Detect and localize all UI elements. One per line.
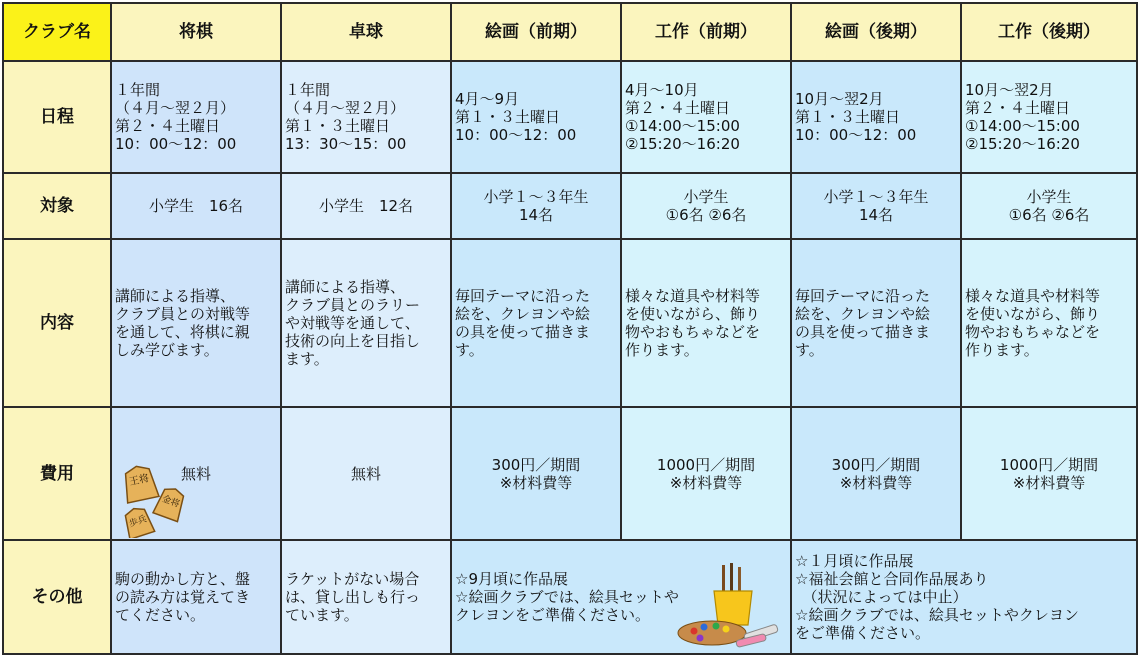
fee-tabletennis: 無料 <box>281 407 451 540</box>
other-shogi: 駒の動かし方と、盤 の読み方は覚えてき てください。 <box>111 540 281 654</box>
club-name-painting-second: 絵画（後期） <box>791 3 961 61</box>
schedule-row <box>3 61 1137 173</box>
shogi-piece-gold-text: 金将 <box>160 494 181 510</box>
fee-painting-first: 300円／期間 ※材料費等 <box>451 407 621 540</box>
target-craft-second: 小学生 ①6名 ②6名 <box>961 173 1137 239</box>
schedule-shogi: １年間 （４月～翌２月） 第２・４土曜日 10：00～12：00 <box>111 61 281 173</box>
content-painting-second: 毎回テーマに沿った 絵を、クレヨンや絵 の具を使って描きま す。 <box>791 239 961 407</box>
content-tabletennis: 講師による指導、 クラブ員とのラリー や対戦等を通して、 技術の向上を目指し ます。 <box>281 239 451 407</box>
fee-shogi <box>111 407 281 540</box>
other-row <box>3 540 1137 654</box>
content-craft-first: 様々な道具や材料等 を使いながら、飾り 物やおもちゃなどを 作ります。 <box>621 239 791 407</box>
content-craft-second: 様々な道具や材料等 を使いながら、飾り 物やおもちゃなどを 作ります。 <box>961 239 1137 407</box>
other-first-half <box>451 540 791 654</box>
target-row <box>3 173 1137 239</box>
schedule-craft-second: 10月～翌2月 第２・４土曜日 ①14:00～15:00 ②15:20～16:20 <box>961 61 1137 173</box>
target-tabletennis: 小学生 12名 <box>281 173 451 239</box>
shogi-piece-pawn-text: 歩兵 <box>127 514 149 530</box>
target-painting-second: 小学１～３年生 14名 <box>791 173 961 239</box>
target-painting-first: 小学１～３年生 14名 <box>451 173 621 239</box>
schedule-painting-first: 4月～9月 第１・３土曜日 10：00～12：00 <box>451 61 621 173</box>
shogi-piece-king-text: 王将 <box>128 473 151 489</box>
paint-set-icon <box>674 563 784 651</box>
club-name-craft-second: 工作（後期） <box>961 3 1137 61</box>
other-tabletennis: ラケットがない場合 は、貸し出しも行っ ています。 <box>281 540 451 654</box>
club-name-tabletennis: 卓球 <box>281 3 451 61</box>
club-name-craft-first: 工作（前期） <box>621 3 791 61</box>
shogi-pieces-icon <box>118 460 190 538</box>
club-name-shogi: 将棋 <box>111 3 281 61</box>
other-second-half: ☆１月頃に作品展 ☆福祉会館と合同作品展あり （状況によっては中止） ☆絵画クラブでは、絵具セットやクレヨン をご準備ください。 <box>791 540 1137 654</box>
header-row <box>3 3 1137 61</box>
schedule-tabletennis: １年間 （４月～翌２月） 第１・３土曜日 13：30～15：00 <box>281 61 451 173</box>
target-craft-first: 小学生 ①6名 ②6名 <box>621 173 791 239</box>
schedule-label: 日程 <box>3 61 111 173</box>
content-painting-first: 毎回テーマに沿った 絵を、クレヨンや絵 の具を使って描きま す。 <box>451 239 621 407</box>
fee-shogi-text: 無料 <box>180 464 211 483</box>
fee-label: 費用 <box>3 407 111 540</box>
fee-painting-second: 300円／期間 ※材料費等 <box>791 407 961 540</box>
content-row <box>3 239 1137 407</box>
content-shogi: 講師による指導、 クラブ員との対戦等 を通して、将棋に親 しみ学びます。 <box>111 239 281 407</box>
corner-label: クラブ名 <box>3 3 111 61</box>
fee-row <box>3 407 1137 540</box>
other-label: その他 <box>3 540 111 654</box>
fee-craft-second: 1000円／期間 ※材料費等 <box>961 407 1137 540</box>
target-label: 対象 <box>3 173 111 239</box>
content-label: 内容 <box>3 239 111 407</box>
club-name-painting-first: 絵画（前期） <box>451 3 621 61</box>
target-shogi: 小学生 16名 <box>111 173 281 239</box>
club-table <box>2 2 1138 655</box>
other-first-half-text: ☆9月頃に作品展 ☆絵画クラブでは、絵具セットや クレヨンをご準備ください。 <box>455 570 679 624</box>
schedule-painting-second: 10月～翌2月 第１・３土曜日 10：00～12：00 <box>791 61 961 173</box>
schedule-craft-first: 4月～10月 第２・４土曜日 ①14:00～15:00 ②15:20～16:20 <box>621 61 791 173</box>
fee-craft-first: 1000円／期間 ※材料費等 <box>621 407 791 540</box>
